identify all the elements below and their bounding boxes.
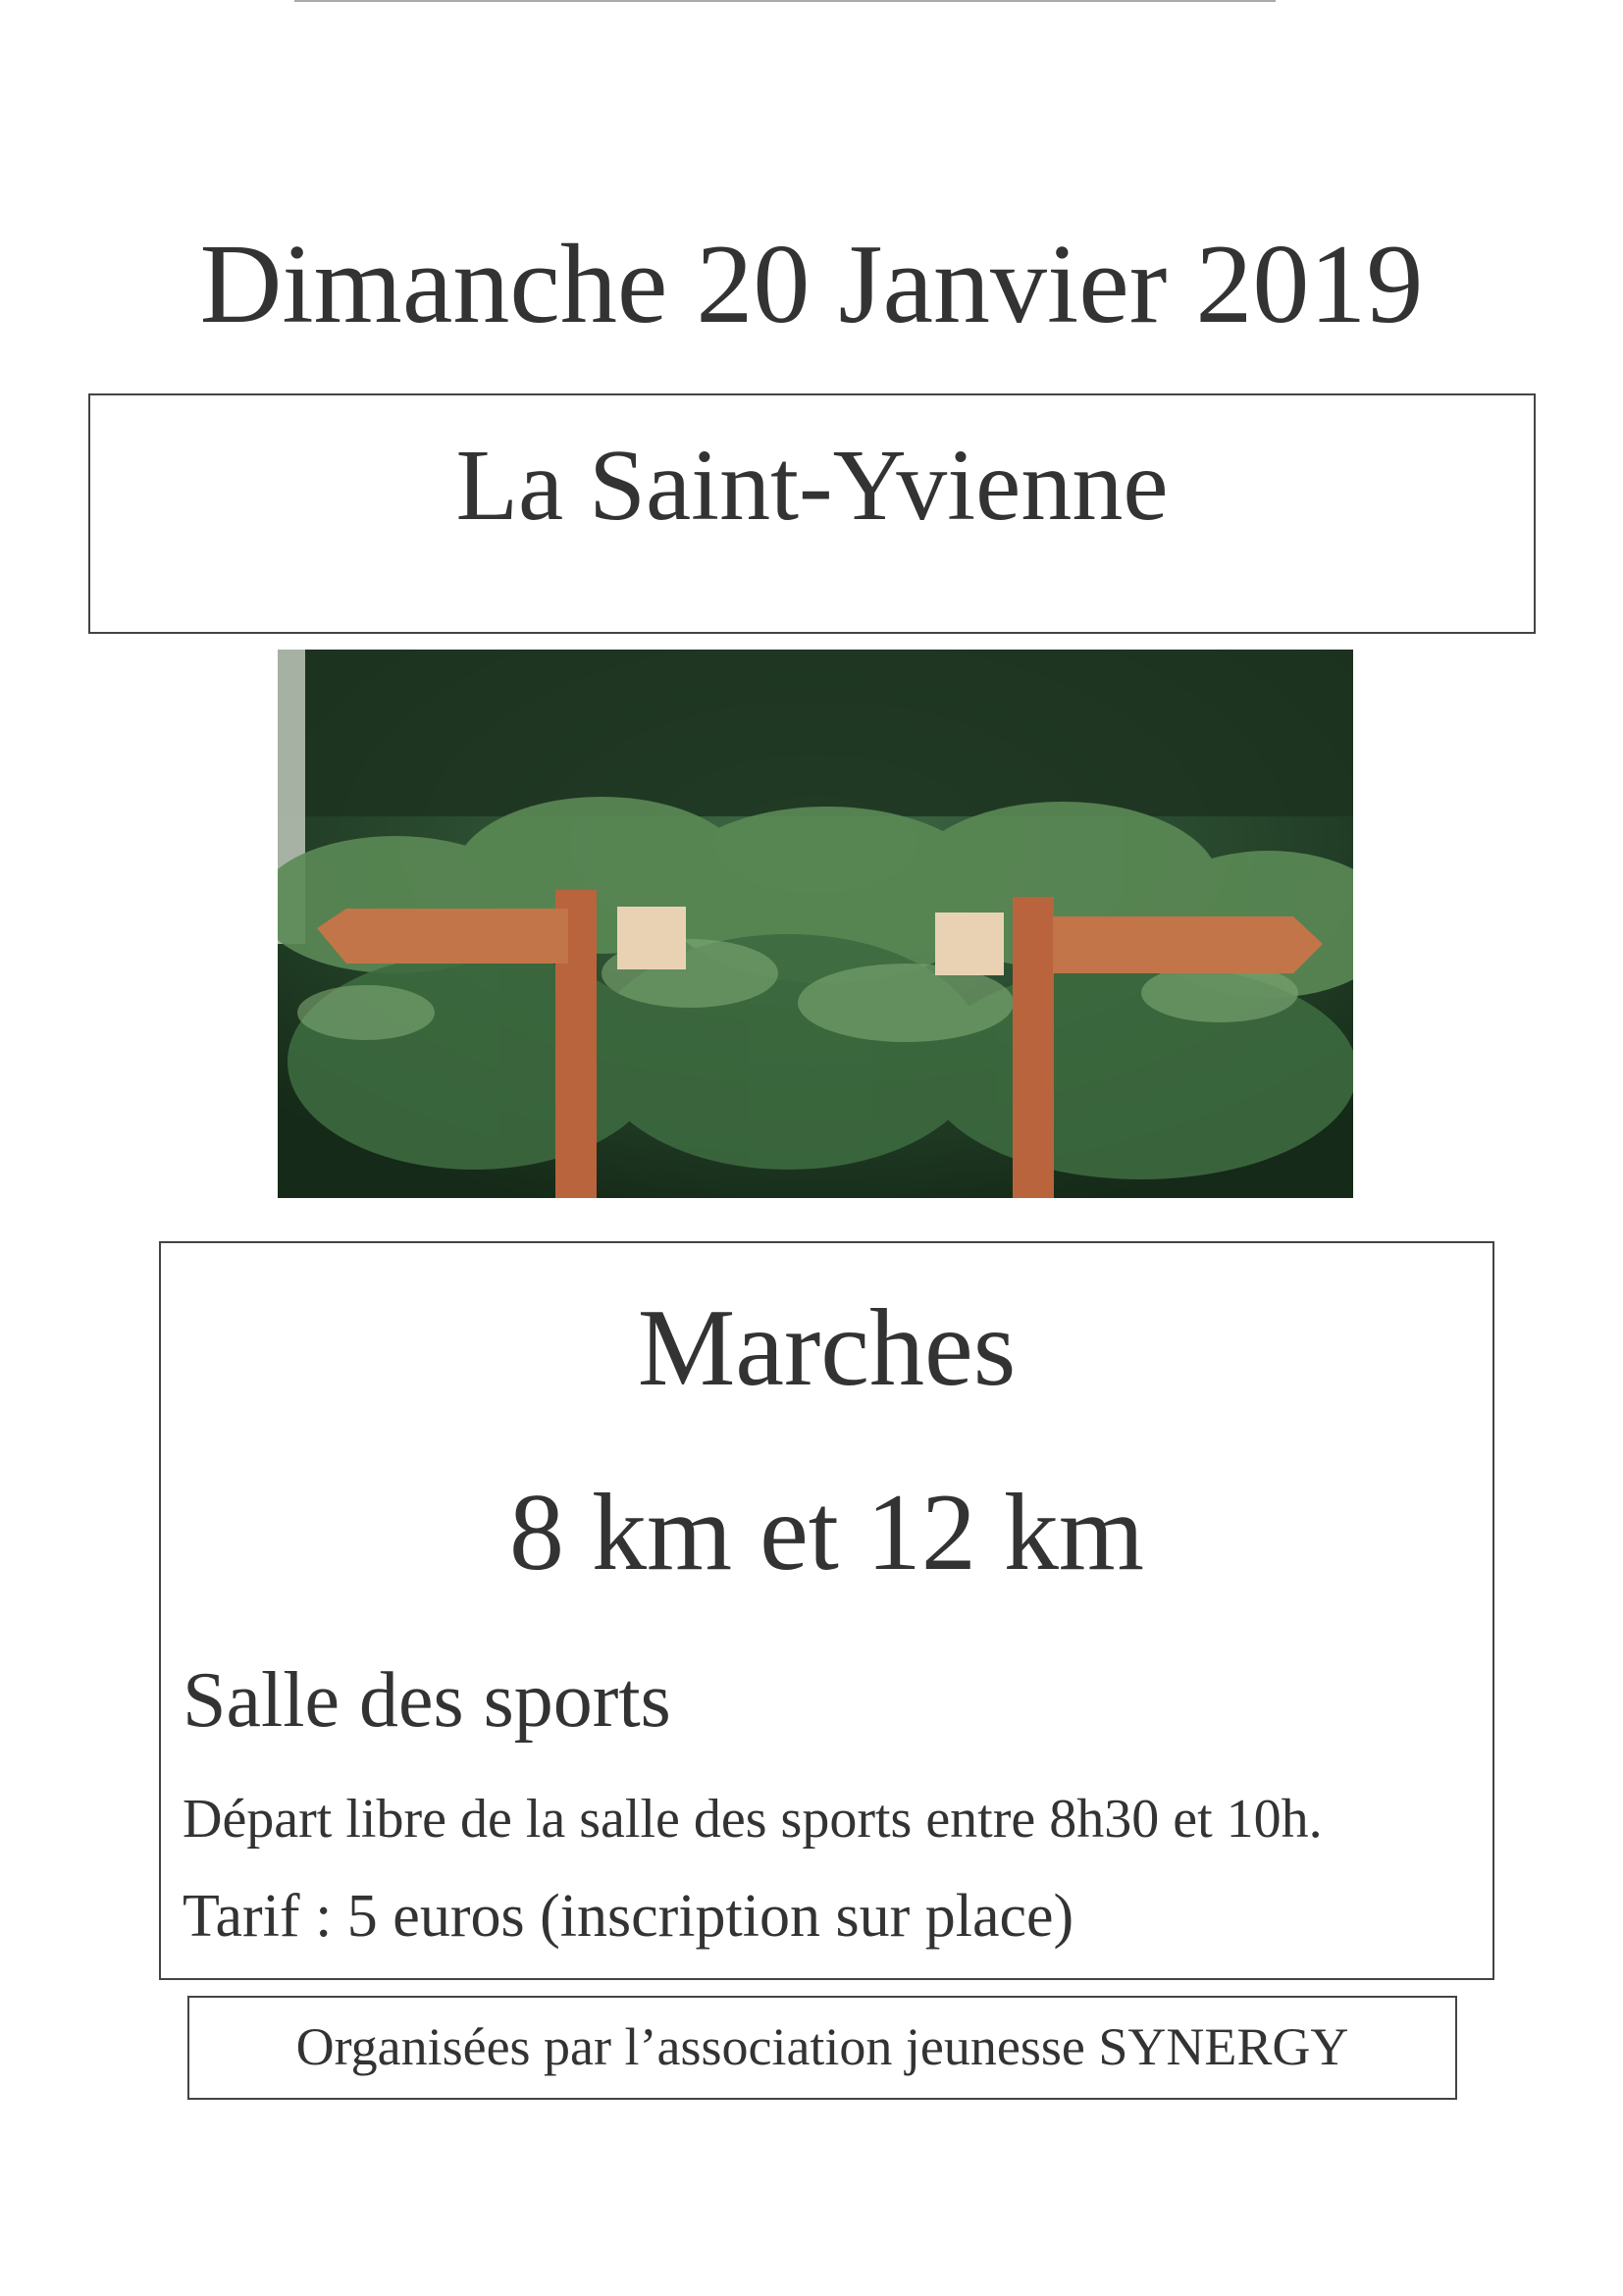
event-name: La Saint-Yvienne	[455, 429, 1169, 542]
event-name-box	[88, 393, 1536, 634]
scan-edge-line	[294, 0, 1276, 2]
event-date: Dimanche 20 Janvier 2019	[199, 222, 1424, 347]
trail-signpost-photo	[278, 650, 1353, 1198]
organizer-box	[187, 1996, 1457, 2100]
departure-info: Départ libre de la salle des sports entre 8h30 et 10h.	[183, 1789, 1323, 1850]
venue: Salle des sports	[183, 1657, 671, 1744]
organizer-text: Organisées par l’association jeunesse SYNERGY	[295, 2017, 1349, 2076]
activity-title: Marches	[637, 1287, 1017, 1409]
distances: 8 km et 12 km	[508, 1472, 1145, 1593]
walk-info-box	[159, 1241, 1494, 1980]
price-info: Tarif : 5 euros (inscription sur place)	[183, 1883, 1074, 1950]
